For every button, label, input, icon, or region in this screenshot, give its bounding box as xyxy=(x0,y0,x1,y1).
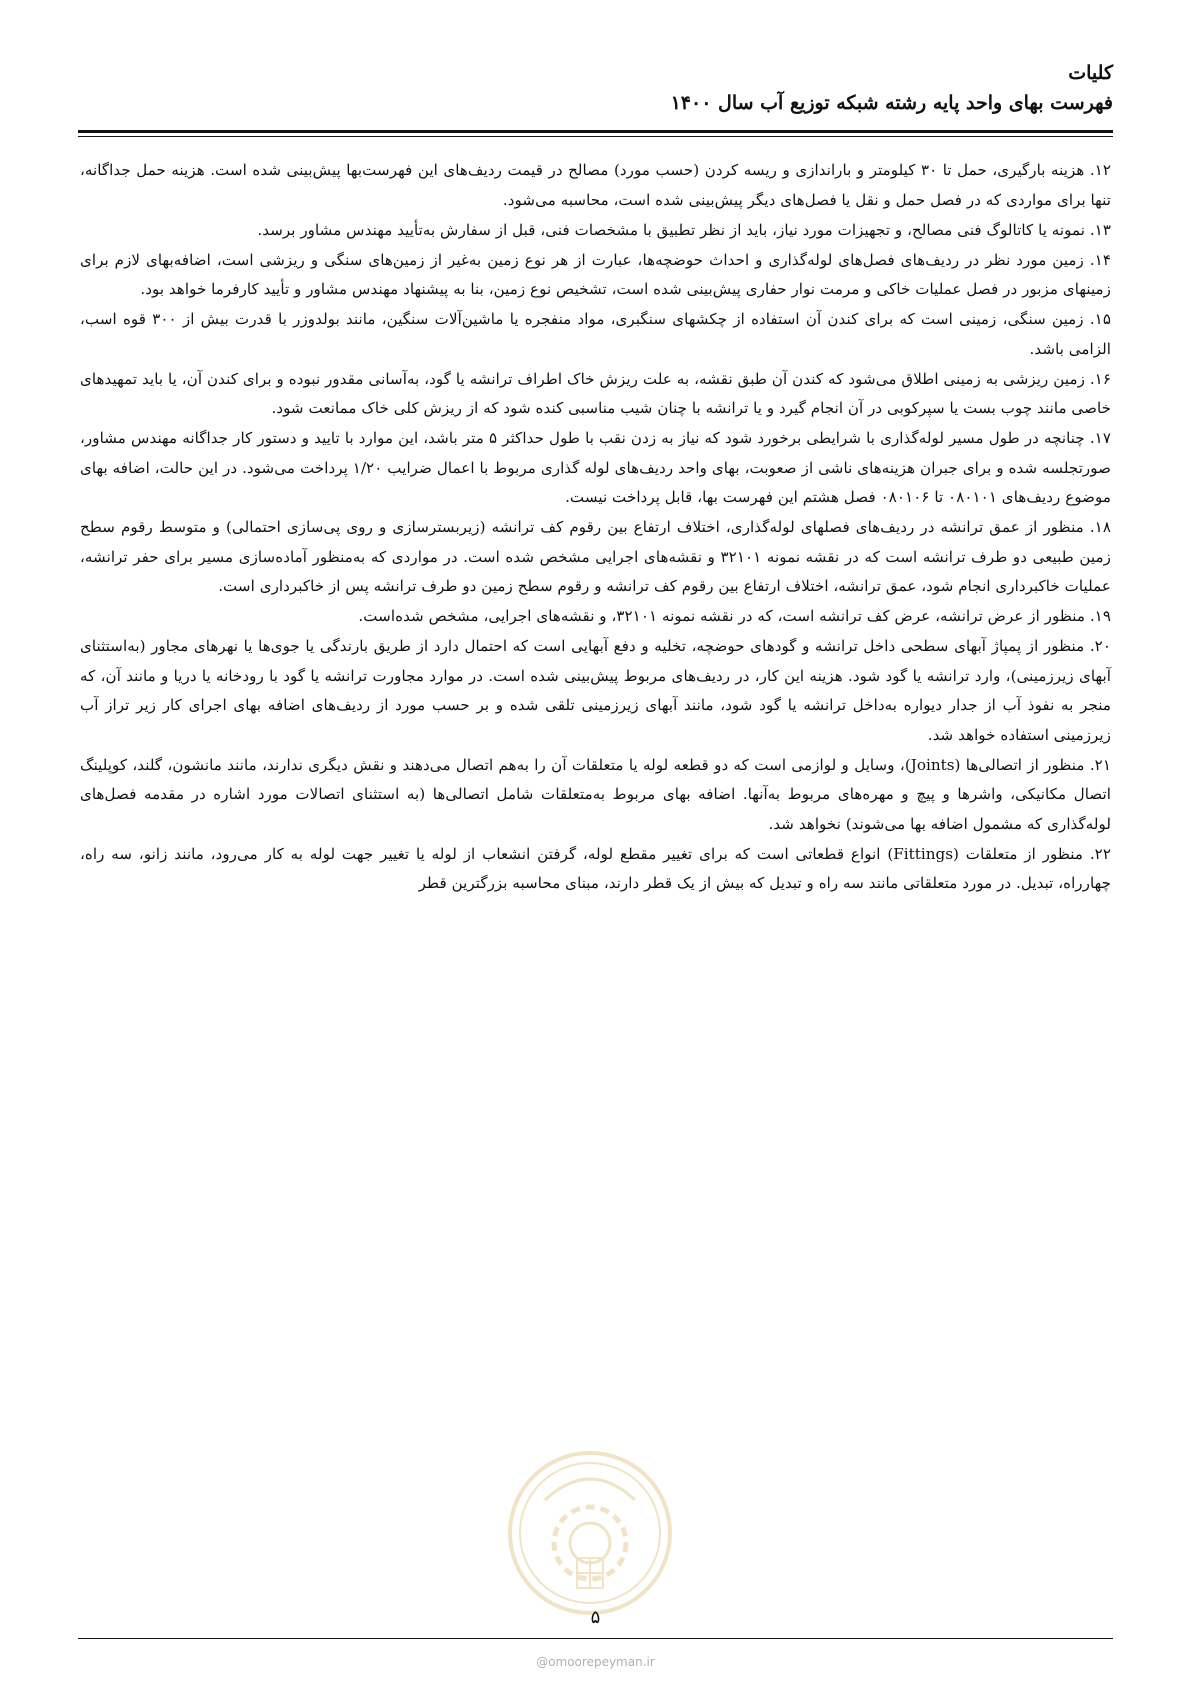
document-title: فهرست بهای واحد پایه رشته شبکه توزیع آب سال ۱۴۰۰ xyxy=(670,92,1113,114)
clause-21: ۲۱. منظور از اتصالی‌ها (Joints)، وسایل و لوازمی است که دو قطعه لوله یا متعلقات آن را به‌هم اتصال می‌دهند و نقش دیگری ندارند، مانند مانشون، گلند، کوپلینگ اتصال مکانیکی، واشرها و پیچ و مهره‌های مربوط به‌آنها. اضافه بهای مربوط به‌متعلقات شامل اتصالی‌ها (به استثنای اتصالات مورد اشاره در مقدمه فصل‌های لوله‌گذاری که مشمول اضافه بها می‌شوند) نخواهد شد. xyxy=(80,755,1111,833)
clause-20: ۲۰. منظور از پمپاژ آبهای سطحی داخل ترانشه و گودهای حوضچه، تخلیه و دفع آبهایی است که احتمال دارد از طریق بارندگی یا جوی‌ها یا نهرهای مجاور (به‌استثنای آبهای زیرزمینی)، وارد ترانشه یا گود شود. هزینه این کار، در ردیف‌های مربوط پیش‌بینی شده است. در موارد مجاورت ترانشه یا گود با رودخانه یا دریا و مانند آن، که منجر به نفوذ آب از جدار دیواره به‌داخل ترانشه یا گود شود، مانند آبهای زیرزمینی تلقی شده و بر حسب مورد از ردیف‌های اضافه بهای اجرای کار زیر تراز آب زیرزمینی استفاده خواهد شد. xyxy=(80,637,1111,744)
header-rule-thin xyxy=(78,136,1113,137)
clause-22: ۲۲. منظور از متعلقات (Fittings) انواع قطعاتی است که برای تغییر مقطع لوله، گرفتن انشعاب از لوله یا تغییر جهت لوله به کار می‌رود، مانند زانو، سه راه، چهارراه، تبدیل. در مورد متعلقاتی مانند سه راه و تبدیل که بیش از یک قطر دارند، مبنای محاسبه بزرگترین قطر xyxy=(80,844,1111,892)
clause-13: ۱۳. نمونه یا کاتالوگ فنی مصالح، و تجهیزات مورد نیاز، باید از نظر تطبیق با مشخصات فنی، قبل از سفارش به‌تأیید مهندس مشاور برسد. xyxy=(257,220,1111,239)
footer-website: @omoorepeyman.ir xyxy=(536,1655,655,1669)
chapter-title: کلیات xyxy=(1068,62,1113,84)
clause-15: ۱۵. زمین سنگی، زمینی است که برای کندن آن استفاده از چکشهای سنگبری، مواد منفجره یا ماشین‌آلات سنگین، مانند بولدوزر با قدرت بیش از ۳۰۰ قوه اسب، الزامی باشد. xyxy=(80,310,1111,358)
header-rule-thick xyxy=(78,130,1113,133)
clause-14: ۱۴. زمین مورد نظر در ردیف‌های فصل‌های لوله‌گذاری و احداث حوضچه‌ها، عبارت از هر نوع زمین به‌غیر از زمین‌های سنگی و ریزشی است، اضافه‌بهای لازم برای زمینهای مزبور در فصل عملیات خاکی و مرمت نوار حفاری پیش‌بینی شده است، تشخیص نوع زمین، بنا به پیشنهاد مهندس مشاور و تأیید کارفرما خواهد بود. xyxy=(80,250,1111,298)
clause-16: ۱۶. زمین ریزشی به زمینی اطلاق می‌شود که کندن آن طبق نقشه، به علت ریزش خاک اطراف ترانشه یا گود، به‌آسانی مقدور نبوده و برای کندن آن، یا باید تمهیدهای خاصی مانند چوب بست یا سپرکوبی در آن انجام گیرد و یا ترانشه با چنان شیب مناسبی کنده شود که از ریزش کلی خاک ممانعت شود. xyxy=(80,369,1111,417)
footer-rule xyxy=(78,1638,1113,1639)
clause-19: ۱۹. منظور از عرض ترانشه، عرض کف ترانشه است، که در نقشه نمونه ۳۲۱۰۱، و نقشه‌های اجرایی، مشخص شده‌است. xyxy=(358,607,1111,625)
seal-watermark-icon xyxy=(505,1448,675,1618)
page-header xyxy=(78,58,1113,118)
body-text xyxy=(80,156,1111,899)
page-number: ۵ xyxy=(590,1607,601,1628)
clause-17: ۱۷. چنانچه در طول مسیر لوله‌گذاری با شرایطی برخورد شود که نیاز به زدن نقب با طول حداکثر ۵ متر باشد، این موارد با تایید و دستور کار جداگانه مهندس مشاور، صورتجلسه شده و برای جبران هزینه‌های ناشی از صعوبت، بهای واحد ردیف‌های لوله گذاری مربوط با اعمال ضرایب ۱/۲۰ پرداخت می‌شود. در این حالت، اضافه بهای موضوع ردیف‌های ۰۸۰۱۰۱ تا ۰۸۰۱۰۶ فصل هشتم این فهرست بها، قابل پرداخت نیست. xyxy=(80,429,1111,506)
clause-18: ۱۸. منظور از عمق ترانشه در ردیف‌های فصلهای لوله‌گذاری، اختلاف ارتفاع بین رقوم کف ترانشه (زیربسترسازی و روی پی‌سازی احتمالی) و متوسط رقوم سطح زمین طبیعی دو طرف ترانشه است که در نقشه نمونه ۳۲۱۰۱ و نقشه‌های اجرایی مشخص شده است. در مواردی که به‌منظور آماده‌سازی مسیر برای حفر ترانشه، عملیات خاکبرداری انجام شود، عمق ترانشه، اختلاف ارتفاع بین رقوم کف ترانشه و رقوم سطح زمین دو طرف ترانشه پس از خاکبرداری است. xyxy=(80,518,1111,595)
clause-12: ۱۲. هزینه بارگیری، حمل تا ۳۰ کیلومتر و باراندازی و ریسه کردن (حسب مورد) مصالح در قیمت ردیف‌های این فهرست‌بها پیش‌بینی شده است. هزینه حمل جداگانه، تنها برای مواردی که در فصل حمل و نقل یا فصل‌های دیگر پیش‌بینی شده است، محاسبه می‌شود. xyxy=(80,161,1111,209)
